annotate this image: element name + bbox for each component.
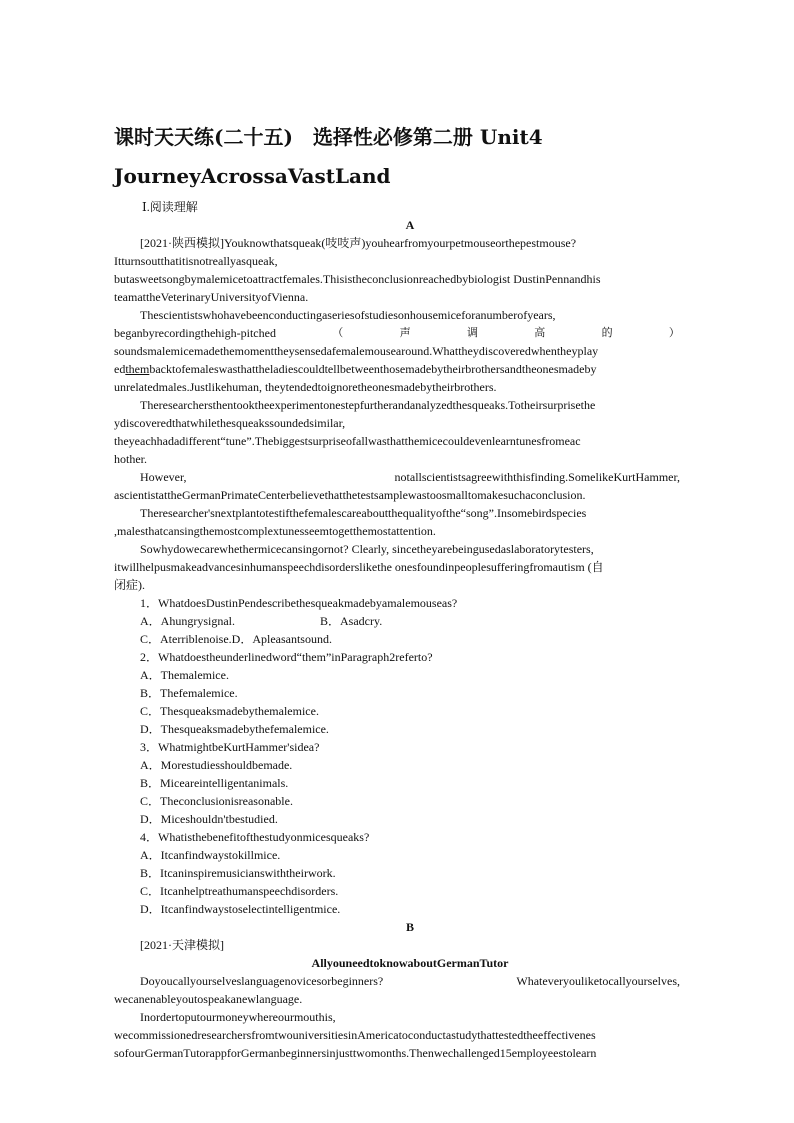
question-stem: 2．Whatdoestheunderlinedword“them”inParagraph2referto?	[140, 650, 433, 664]
question-option: C．Aterriblenoise.D．Apleasantsound.	[140, 632, 332, 646]
section-heading: Ⅰ.阅读理解	[142, 200, 198, 214]
passage-a-label: A	[405, 218, 415, 232]
passage-a-para2-line: soundsmalemicemadethemomenttheysensedafemalemousearound.Whattheydiscoveredwhentheyplay	[114, 344, 599, 358]
passage-a-para6-line: 闭症).	[114, 578, 145, 592]
page-title-line2: JourneyAcrossaVastLand	[114, 164, 391, 188]
passage-a-para3-line: theyeachhadadifferent“tune”.Thebiggestsurpriseofallwasthatthemicecouldevenlearntunesfromeac	[114, 434, 581, 448]
passage-a-para2-line: Thescientistswhohavebeenconductingaseriesofstudiesonhousemiceforanumberofyears,	[140, 308, 556, 322]
question-option: C．Theconclusionisreasonable.	[140, 794, 293, 808]
passage-a-para2-line: unrelatedmales.Justlikehuman, theytendedtoignoretheonesmadebytheirbrothers.	[114, 380, 497, 394]
question-option: A．Ahungrysignal.	[140, 614, 235, 628]
passage-b-para1-line-justified: Doyoucallyourselveslanguagenovicesorbeginners? Whateveryouliketocallyourselves,	[140, 974, 680, 988]
question-stem: 3．WhatmightbeKurtHammer'sidea?	[140, 740, 320, 754]
passage-a-para2-line-justified: beganbyrecordingthehigh-pitched （ 声 调 高 的 ）	[114, 326, 680, 340]
passage-a-para1-line: Itturnsoutthatitisnotreallyasqueak,	[114, 254, 278, 268]
passage-b-para1-line: wecanenableyoutospeakanewlanguage.	[114, 992, 303, 1006]
passage-b-label: B	[405, 920, 414, 934]
passage-a-para1-line: butasweetsongbymalemicetoattractfemales.Thisistheconclusionreachedbybiologist DustinPennandhis	[114, 272, 601, 286]
question-option: B．Thefemalemice.	[140, 686, 238, 700]
passage-b-para2-line: Inordertoputourmoneywhereourmouthis,	[140, 1010, 336, 1024]
question-option: A．Themalemice.	[140, 668, 229, 682]
passage-b-source: [2021·天津模拟]	[140, 938, 224, 952]
passage-a-para1-line: teamattheVeterinaryUniversityofVienna.	[114, 290, 309, 304]
passage-b-heading: AllyouneedtoknowaboutGermanTutor	[311, 956, 509, 970]
passage-b-para2-line: sofourGermanTutorappforGermanbeginnersinjusttwomonths.Thenwechallenged15employeestolearn	[114, 1046, 597, 1060]
question-option: C．Thesqueaksmadebythemalemice.	[140, 704, 319, 718]
question-option: C．Itcanhelptreathumanspeechdisorders.	[140, 884, 339, 898]
passage-b-para2-line: wecommissionedresearchersfromtwouniversitiesinAmericatoconductastudythattestedtheeffectivenes	[114, 1028, 596, 1042]
question-option: D．Itcanfindwaystoselectintelligentmice.	[140, 902, 341, 916]
question-option: B．Asadcry.	[320, 614, 383, 628]
passage-a-para6-line: Sowhydowecarewhethermicecansingornot? Clearly, sincetheyarebeingusedaslaboratorytesters,	[140, 542, 594, 556]
question-option: B．Itcaninspiremusicianswiththeirwork.	[140, 866, 336, 880]
passage-a-para5-line: Theresearcher'snextplantotestifthefemalescareaboutthequalityofthe“song”.Insomebirdspecies	[140, 506, 587, 520]
question-option: D．Miceshouldn'tbestudied.	[140, 812, 278, 826]
question-stem: 4．Whatisthebenefitofthestudyonmicesqueaks?	[140, 830, 370, 844]
passage-a-para2-line: edthembacktofemaleswasthattheladiescouldtellbetweenthosemadebytheirbrothersandtheonesmadeby	[114, 362, 597, 376]
passage-a-para5-line: ,malesthatcansingthemostcomplextunesseemtogetthemostattention.	[114, 524, 436, 538]
passage-a-para4-line-justified: However, notallscientistsagreewiththisfinding.SomelikeKurtHammer,	[140, 470, 680, 484]
passage-a-para3-line: Theresearchersthentooktheexperimentonestepfurtherandanalyzedthesqueaks.Totheirsurprisethe	[140, 398, 596, 412]
passage-a-para3-line: hother.	[114, 452, 147, 466]
question-option-row	[140, 612, 680, 630]
underlined-word-them: them	[125, 362, 150, 376]
question-option: A．Morestudiesshouldbemade.	[140, 758, 293, 772]
passage-a-para1-line: [2021·陕西模拟]Youknowthatsqueak(吱吱声)youhearfromyourpetmouseorthepestmouse?	[140, 236, 577, 250]
passage-a-para6-line: itwillhelpusmakeadvancesinhumanspeechdisorderslikethe onesfoundinpeoplesufferingfromautism (自	[114, 560, 604, 574]
passage-a-para4-line: ascientistattheGermanPrimateCenterbelievethatthetestsamplewastoosmalltomakesuchaconclusion.	[114, 488, 586, 502]
document-body	[114, 198, 680, 1062]
question-stem: 1．WhatdoesDustinPendescribethesqueakmadebyamalemouseas?	[140, 596, 458, 610]
passage-a-para3-line: ydiscoveredthatwhilethesqueakssoundedsimilar,	[114, 416, 346, 430]
question-option: B．Miceareintelligentanimals.	[140, 776, 289, 790]
page-title-line1: 课时天天练(二十五) 选择性必修第二册 Unit4	[114, 125, 543, 149]
question-option: D．Thesqueaksmadebythefemalemice.	[140, 722, 329, 736]
question-option: A．Itcanfindwaystokillmice.	[140, 848, 281, 862]
